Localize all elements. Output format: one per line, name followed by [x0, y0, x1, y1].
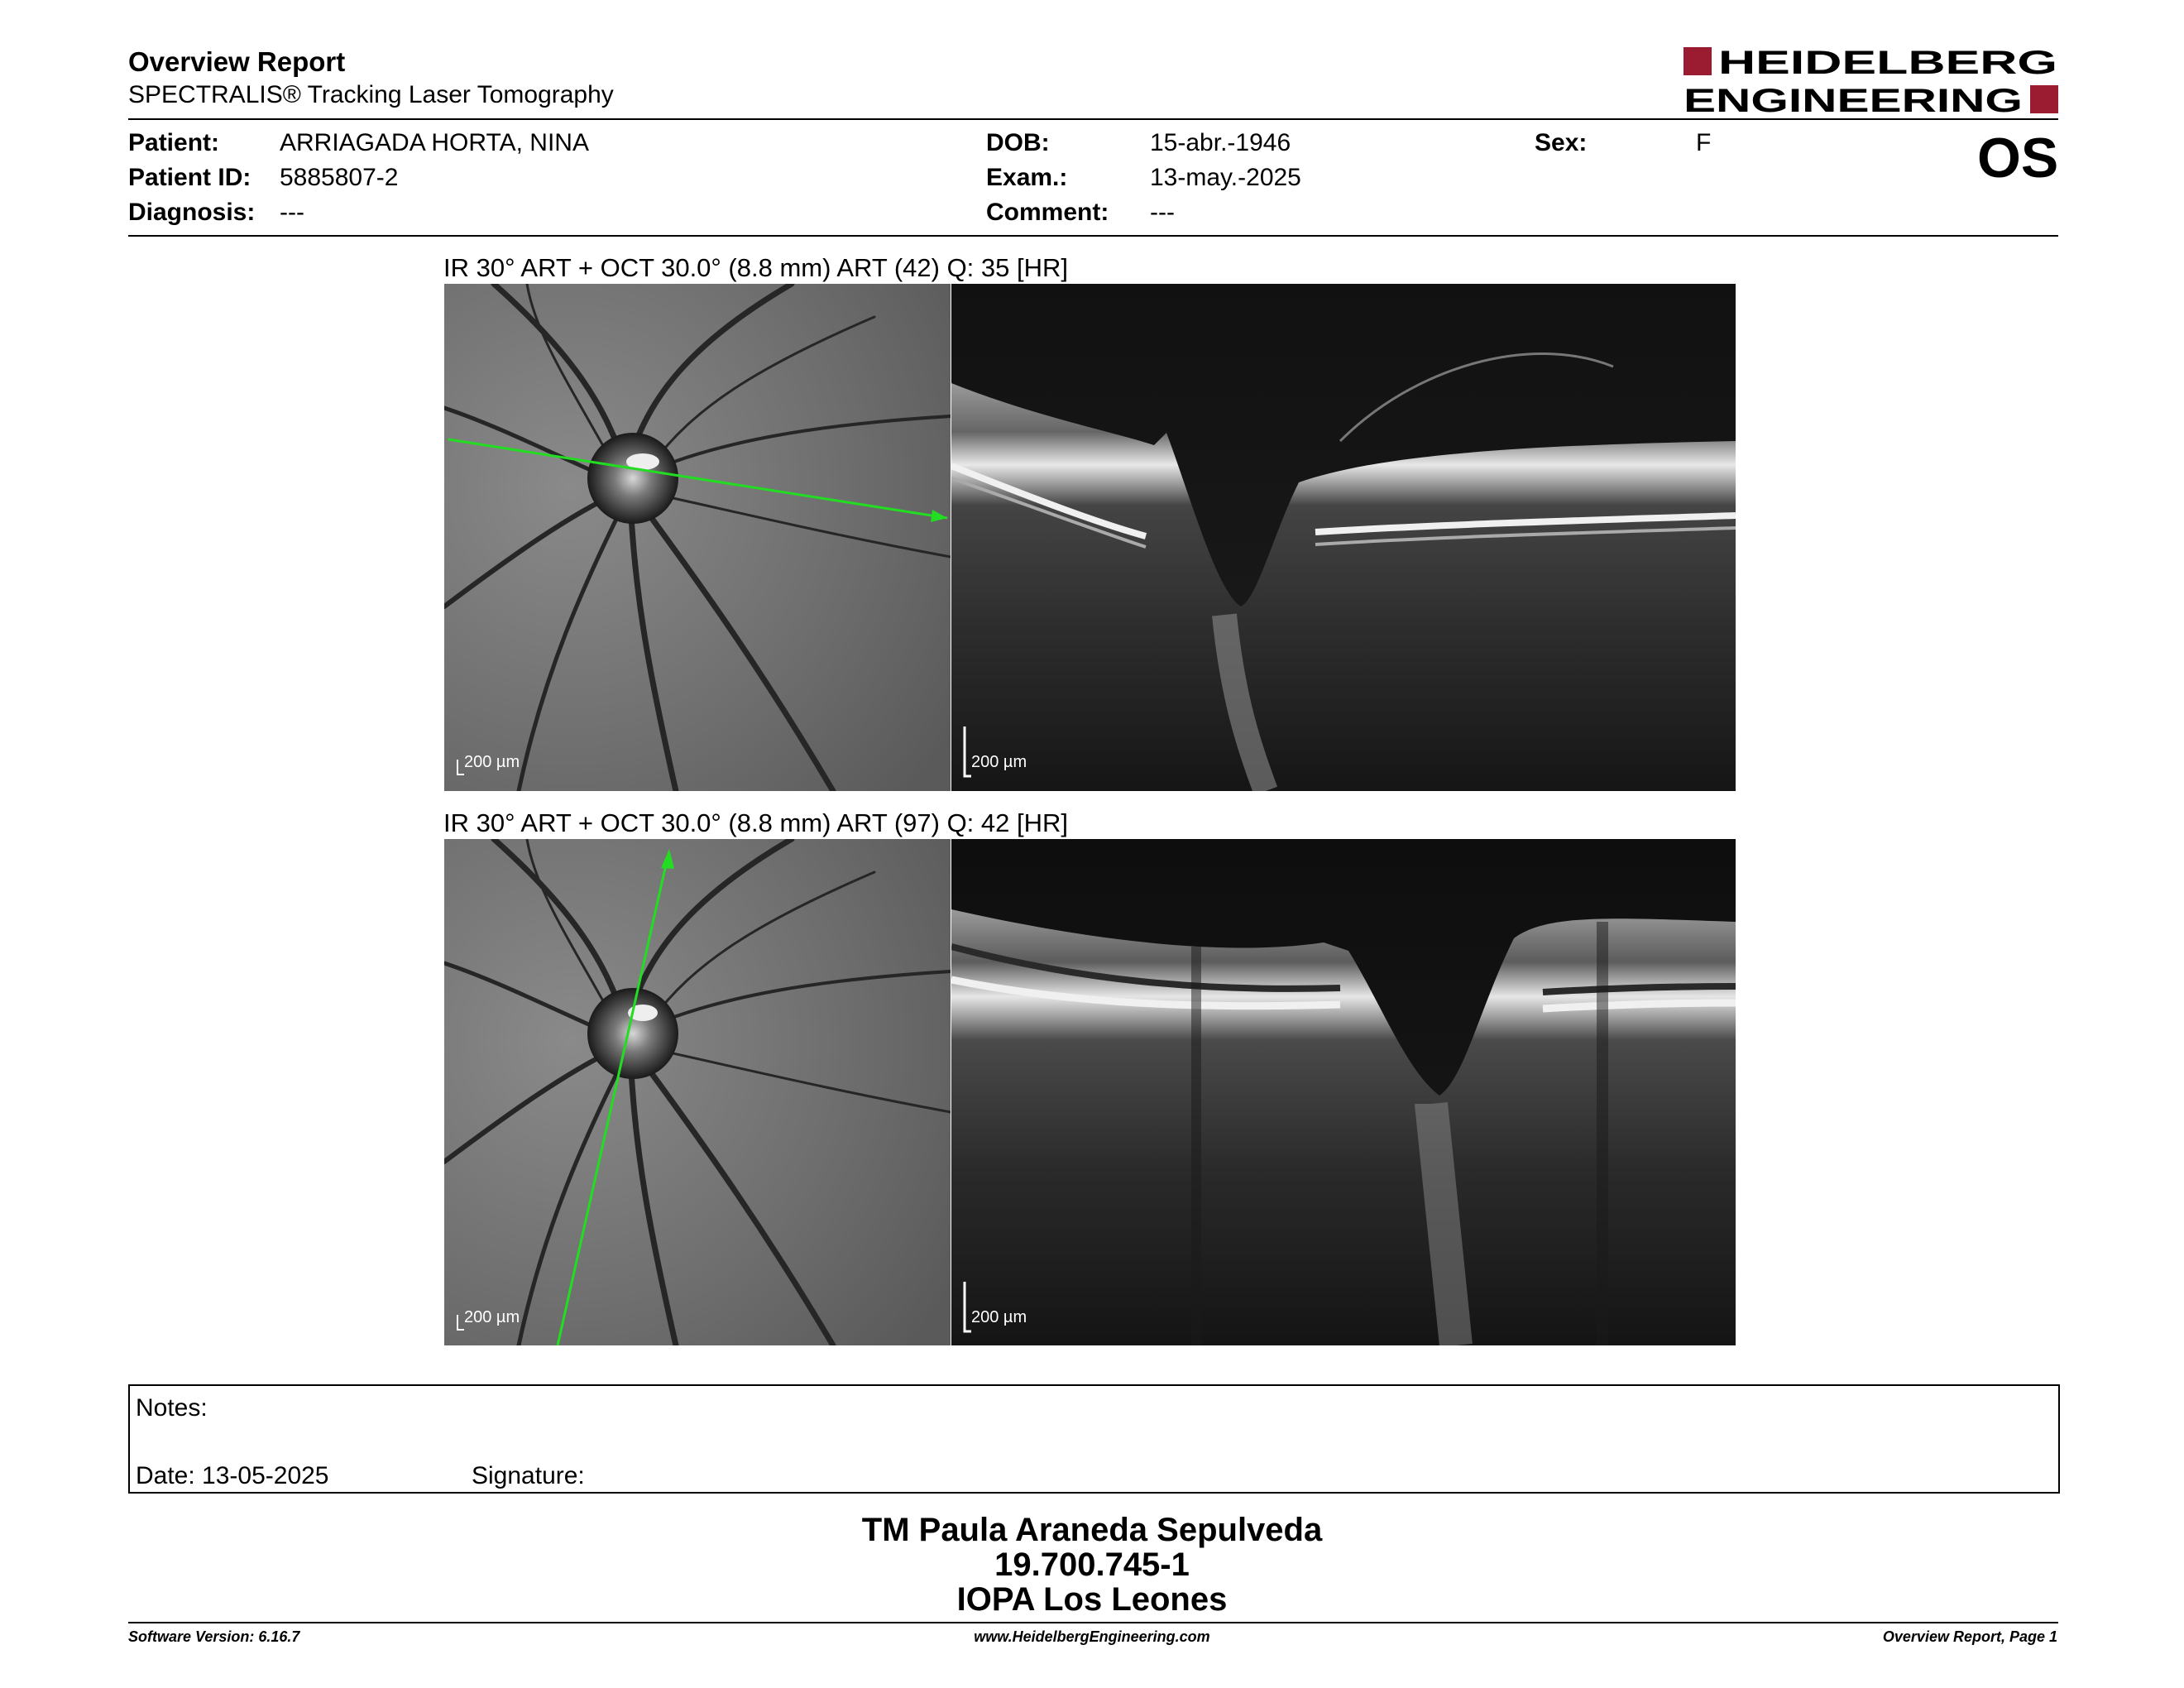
diagnosis-value: ---: [280, 199, 304, 226]
footer-divider: [128, 1622, 2058, 1623]
patient-id-label: Patient ID:: [128, 164, 251, 191]
signatory-institution: IOPA Los Leones: [956, 1581, 1228, 1618]
scan1-fundus-image: [444, 284, 951, 791]
heidelberg-logo: [1684, 46, 2060, 115]
software-version: Software Version: 6.16.7: [128, 1628, 300, 1645]
patient-divider: [128, 235, 2058, 237]
scan2-fundus-image: [444, 839, 951, 1345]
report-title: Overview Report: [128, 46, 346, 77]
report-subtitle: SPECTRALIS® Tracking Laser Tomography: [128, 81, 614, 108]
eye-indicator: OS: [1977, 127, 2059, 189]
comment-label: Comment:: [986, 199, 1109, 226]
notes-box: [128, 1384, 2060, 1494]
website-link[interactable]: www.HeidelbergEngineering.com: [974, 1628, 1210, 1645]
notes-date: Date: 13-05-2025: [136, 1462, 329, 1489]
comment-value: ---: [1150, 199, 1175, 226]
exam-label: Exam.:: [986, 164, 1068, 191]
scan1-oct-scale: 200 µm: [971, 753, 1027, 771]
sex-value: F: [1696, 129, 1712, 156]
logo-line1: HEIDELBERG: [1718, 46, 2057, 81]
dob-value: 15-abr.-1946: [1150, 129, 1291, 156]
scan1-fundus-scale: 200 µm: [464, 753, 520, 771]
signatory-name: TM Paula Araneda Sepulveda: [861, 1512, 1323, 1548]
patient-name: ARRIAGADA HORTA, NINA: [280, 129, 589, 156]
page-number: Overview Report, Page 1: [1882, 1628, 2057, 1645]
patient-label: Patient:: [128, 129, 220, 156]
notes-signature-label: Signature:: [472, 1462, 585, 1489]
diagnosis-label: Diagnosis:: [128, 199, 256, 226]
scan2-oct-scale: 200 µm: [971, 1308, 1027, 1326]
sex-label: Sex:: [1535, 129, 1588, 156]
scan2-oct-image: [951, 839, 1736, 1345]
scan1-title: IR 30° ART + OCT 30.0° (8.8 mm) ART (42) Q: 35 [HR]: [443, 253, 1069, 282]
logo-line2: ENGINEERING: [1684, 83, 2023, 115]
patient-id: 5885807-2: [280, 164, 399, 191]
scan2-title: IR 30° ART + OCT 30.0° (8.8 mm) ART (97) Q: 42 [HR]: [443, 808, 1069, 837]
header-divider: [128, 118, 2058, 120]
exam-value: 13-may.-2025: [1150, 164, 1301, 191]
scan2-fundus-scale: 200 µm: [464, 1308, 520, 1326]
scan1-oct-image: [951, 284, 1736, 791]
notes-label: Notes:: [136, 1394, 208, 1422]
dob-label: DOB:: [986, 129, 1050, 156]
signatory-rut: 19.700.745-1: [994, 1547, 1190, 1583]
